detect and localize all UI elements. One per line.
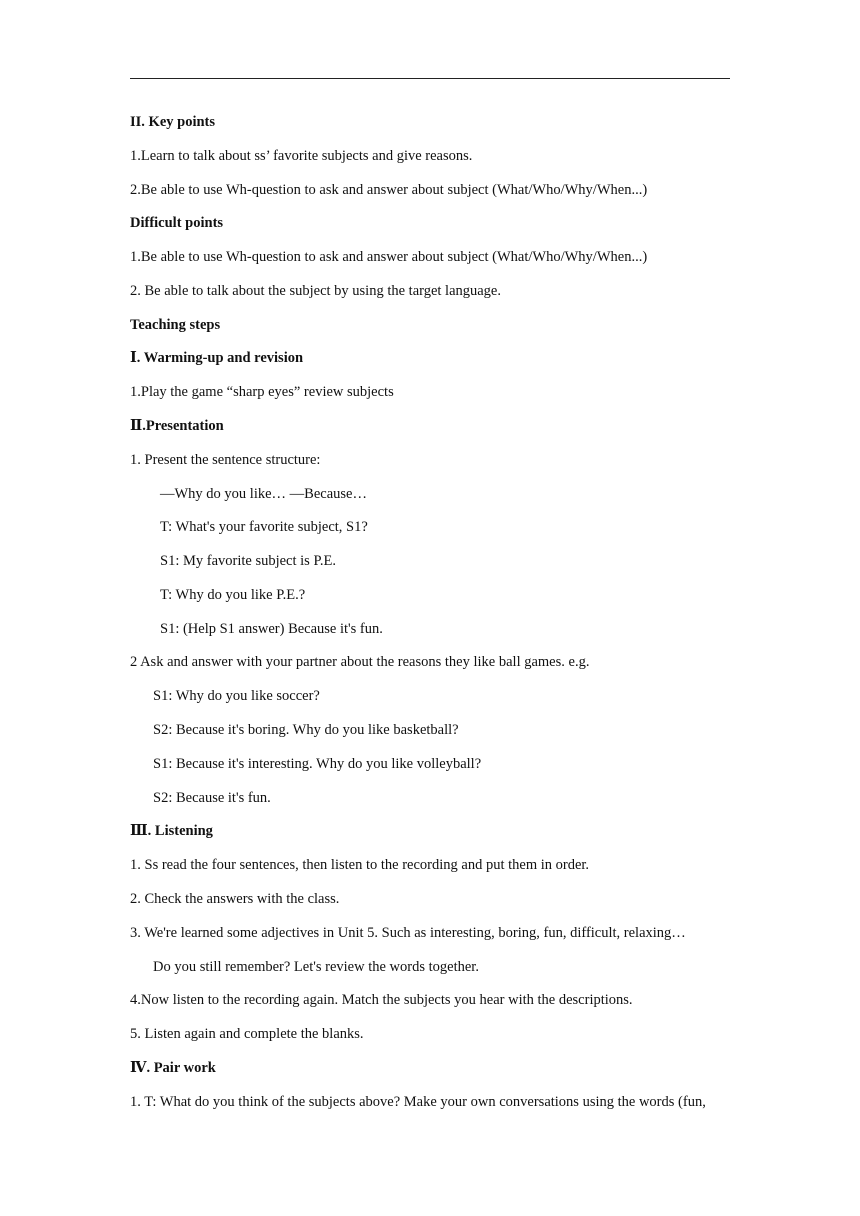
heading-listening: Ⅲ. Listening [130,823,213,839]
heading-warming-up: Ⅰ. Warming-up and revision [130,350,304,366]
heading-key-points: II. Key points [130,114,216,130]
text-line: 2 Ask and answer with your partner about the reasons they like ball games. e.g. [130,654,590,670]
dialogue-line: S2: Because it's fun. [153,790,271,806]
dialogue-line: S1: Why do you like soccer? [153,688,320,704]
dialogue-line: S1: (Help S1 answer) Because it's fun. [160,621,383,637]
text-line: 2.Be able to use Wh-question to ask and answer about subject (What/Who/Why/When...) [130,182,648,198]
text-line: 4.Now listen to the recording again. Match the subjects you hear with the descriptions. [130,992,633,1008]
text-line: 1.Be able to use Wh-question to ask and answer about subject (What/Who/Why/When...) [130,249,648,265]
heading-presentation: Ⅱ.Presentation [130,418,224,434]
text-line: Do you still remember? Let's review the words together. [153,959,479,975]
text-line: 5. Listen again and complete the blanks. [130,1026,364,1042]
text-line: 2. Check the answers with the class. [130,891,340,907]
dialogue-line: S1: Because it's interesting. Why do you like volleyball? [153,756,482,772]
text-line: 1. Ss read the four sentences, then listen to the recording and put them in order. [130,857,590,873]
text-line: 1.Play the game “sharp eyes” review subjects [130,384,394,400]
dialogue-line: T: What's your favorite subject, S1? [160,519,368,535]
dialogue-line: T: Why do you like P.E.? [160,587,306,603]
heading-difficult-points: Difficult points [130,215,224,231]
dialogue-line: S2: Because it's boring. Why do you like basketball? [153,722,459,738]
text-line: 1.Learn to talk about ss’ favorite subjects and give reasons. [130,148,473,164]
text-line: 1. Present the sentence structure: [130,452,321,468]
text-line: 2. Be able to talk about the subject by using the target language. [130,283,501,299]
heading-teaching-steps: Teaching steps [130,317,221,333]
heading-pair-work: Ⅳ. Pair work [130,1060,216,1076]
text-line: 3. We're learned some adjectives in Unit 5. Such as interesting, boring, fun, difficult, relaxing… [130,925,686,941]
header-rule [130,78,730,79]
dialogue-line: S1: My favorite subject is P.E. [160,553,337,569]
text-line: 1. T: What do you think of the subjects above? Make your own conversations using the words (fun, [130,1094,706,1110]
dialogue-line: —Why do you like… —Because… [160,486,367,502]
